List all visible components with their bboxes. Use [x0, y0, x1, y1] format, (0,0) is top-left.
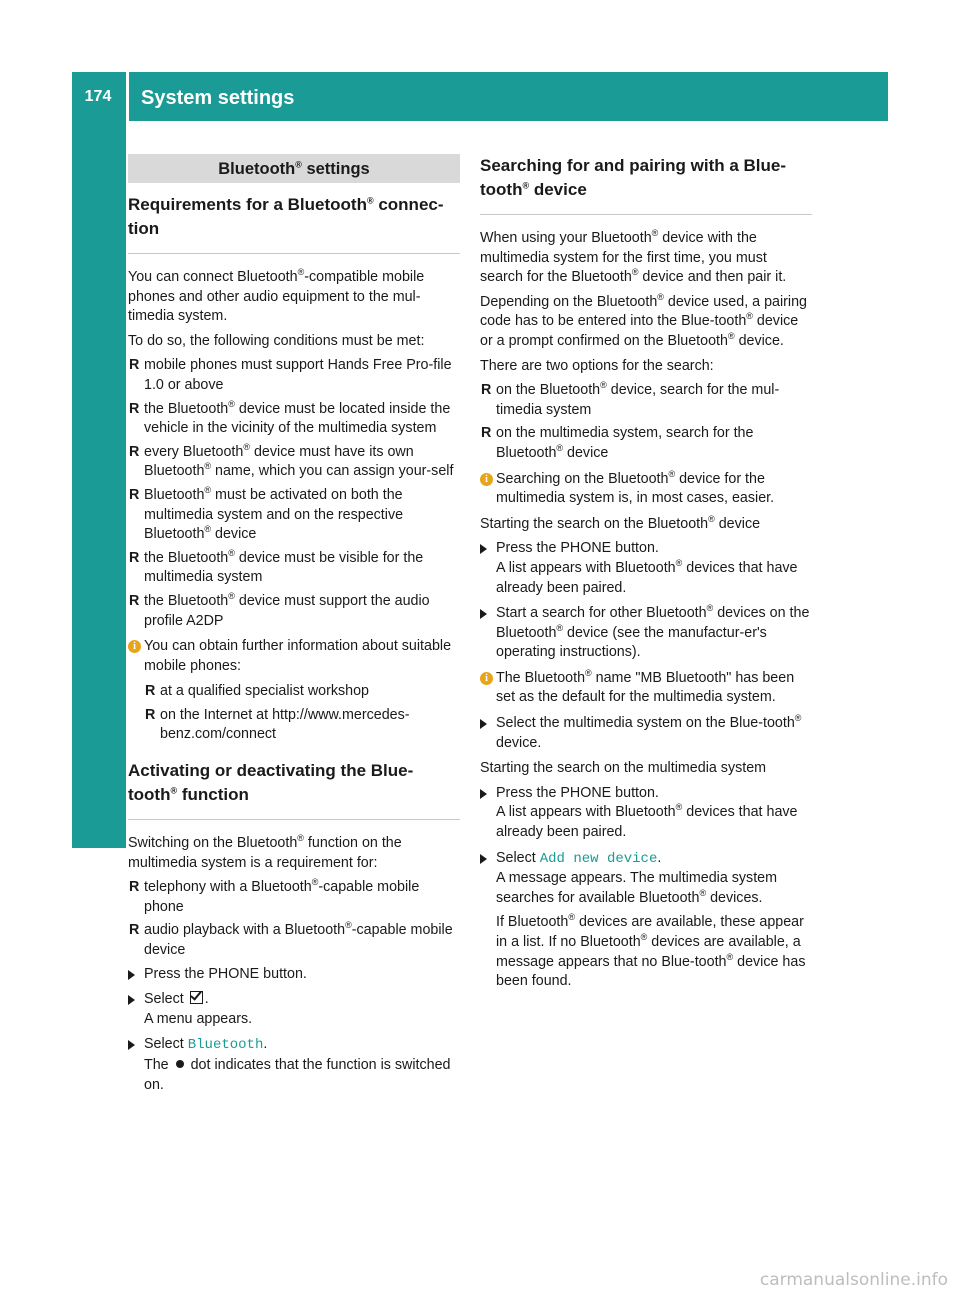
searching-heading: Searching for and pairing with a Blue- tooth® device	[480, 154, 812, 215]
step-item: Press the PHONE button.	[128, 965, 460, 985]
page-header	[72, 72, 888, 121]
header-divider	[126, 72, 129, 121]
intro-paragraph: You can connect Bluetooth®-compatible mobile phones and other audio equipment to the mul-timedia system.	[128, 267, 425, 325]
list-item: R on the multimedia system, search for the Bluetooth® device	[481, 425, 754, 461]
list-item: R on the Internet at http://www.mercedes-benz.com/connect	[145, 706, 410, 743]
info-note: i Searching on the Bluetooth® device for the multimedia system is, in most cases, easier.	[480, 470, 812, 509]
info-note: i You can obtain further information about suitable mobile phones:	[128, 637, 460, 676]
paragraph: Starting the search on the multimedia system	[480, 760, 767, 777]
menu-item-bluetooth: Bluetooth	[187, 1037, 264, 1054]
arrow-icon	[480, 719, 487, 729]
list-item: R the Bluetooth® device must be located inside the vehicle in the vicinity of the multimedia system	[129, 398, 451, 437]
list-item: R the Bluetooth® device must support the audio profile A2DP	[129, 591, 430, 629]
list-item: R Bluetooth® must be activated on both the multimedia system and on the respective Bluetooth® device	[129, 485, 404, 543]
page-title: System settings	[141, 87, 295, 109]
arrow-icon	[480, 854, 487, 864]
step-item: Start a search for other Bluetooth® devices on the Bluetooth® device (see the manufactur-er's operating instructions).	[480, 604, 812, 663]
activating-intro: Switching on the Bluetooth® function on the multimedia system is a requirement for:	[128, 833, 402, 871]
step-item: Select Bluetooth. The dot indicates that the function is switched on.	[128, 1035, 460, 1095]
list-item: R audio playback with a Bluetooth®-capable mobile device	[129, 920, 453, 959]
info-icon: i	[480, 473, 493, 486]
step-item: Select the multimedia system on the Blue-tooth® device.	[480, 714, 812, 753]
page-number: 174	[84, 87, 112, 105]
list-item: R every Bluetooth® device must have its own Bluetooth® name, which you can assign your-self	[129, 441, 454, 480]
arrow-icon	[128, 970, 135, 980]
conditions-paragraph: To do so, the following conditions must be met:	[128, 332, 425, 349]
list-item: R mobile phones must support Hands Free Pro-file 1.0 or above	[129, 357, 452, 393]
step-item: Select . A menu appears.	[128, 990, 460, 1029]
step-item: Press the PHONE button. A list appears with Bluetooth® devices that have already been paired.	[480, 784, 812, 843]
activating-heading: Activating or deactivating the Blue- tooth® function	[128, 759, 460, 820]
requirements-heading: Requirements for a Bluetooth® connec- tion	[128, 193, 460, 254]
list-item: R the Bluetooth® device must be visible for the multimedia system	[129, 547, 424, 586]
side-tab-label: Multimedia system	[86, 389, 111, 586]
watermark: carmanualsonline.info	[759, 1270, 948, 1290]
list-item: R at a qualified specialist workshop	[145, 683, 370, 700]
info-icon: i	[128, 640, 141, 653]
right-column	[480, 154, 812, 998]
left-column	[128, 154, 460, 1101]
list-item: R telephony with a Bluetooth®-capable mobile phone	[129, 877, 420, 915]
paragraph: Depending on the Bluetooth® device used, a pairing code has to be entered into the Blue-tooth® device or a prompt confirmed on the Bluetooth® device.	[480, 292, 807, 349]
step-item: Press the PHONE button. A list appears with Bluetooth® devices that have already been paired.	[480, 539, 812, 598]
paragraph: Starting the search on the Bluetooth® device	[480, 513, 761, 532]
section-title: Bluetooth® settings	[128, 154, 460, 183]
arrow-icon	[128, 1040, 135, 1050]
list-item: R on the Bluetooth® device, search for the mul-timedia system	[481, 380, 780, 418]
arrow-icon	[480, 609, 487, 619]
paragraph: There are two options for the search:	[480, 357, 714, 374]
checkbox-icon	[190, 991, 203, 1004]
step-item: Select Add new device. A message appears. The multimedia system searches for available Bluetooth® devices. If Bluetooth® devices are available, these appear in a list. If no Bluetooth® devices are available, a message appears that no Blue-tooth® device has been found.	[480, 849, 812, 992]
arrow-icon	[480, 789, 487, 799]
info-note: i The Bluetooth® name "MB Bluetooth" has been set as the default for the multimedia system.	[480, 669, 812, 708]
arrow-icon	[480, 544, 487, 554]
paragraph: When using your Bluetooth® device with the multimedia system for the first time, you must search for the Bluetooth® device and then pair it.	[480, 228, 787, 286]
dot-icon	[176, 1060, 184, 1068]
arrow-icon	[128, 995, 135, 1005]
menu-item-add-new-device: Add new device	[539, 850, 658, 867]
info-icon: i	[480, 672, 493, 685]
